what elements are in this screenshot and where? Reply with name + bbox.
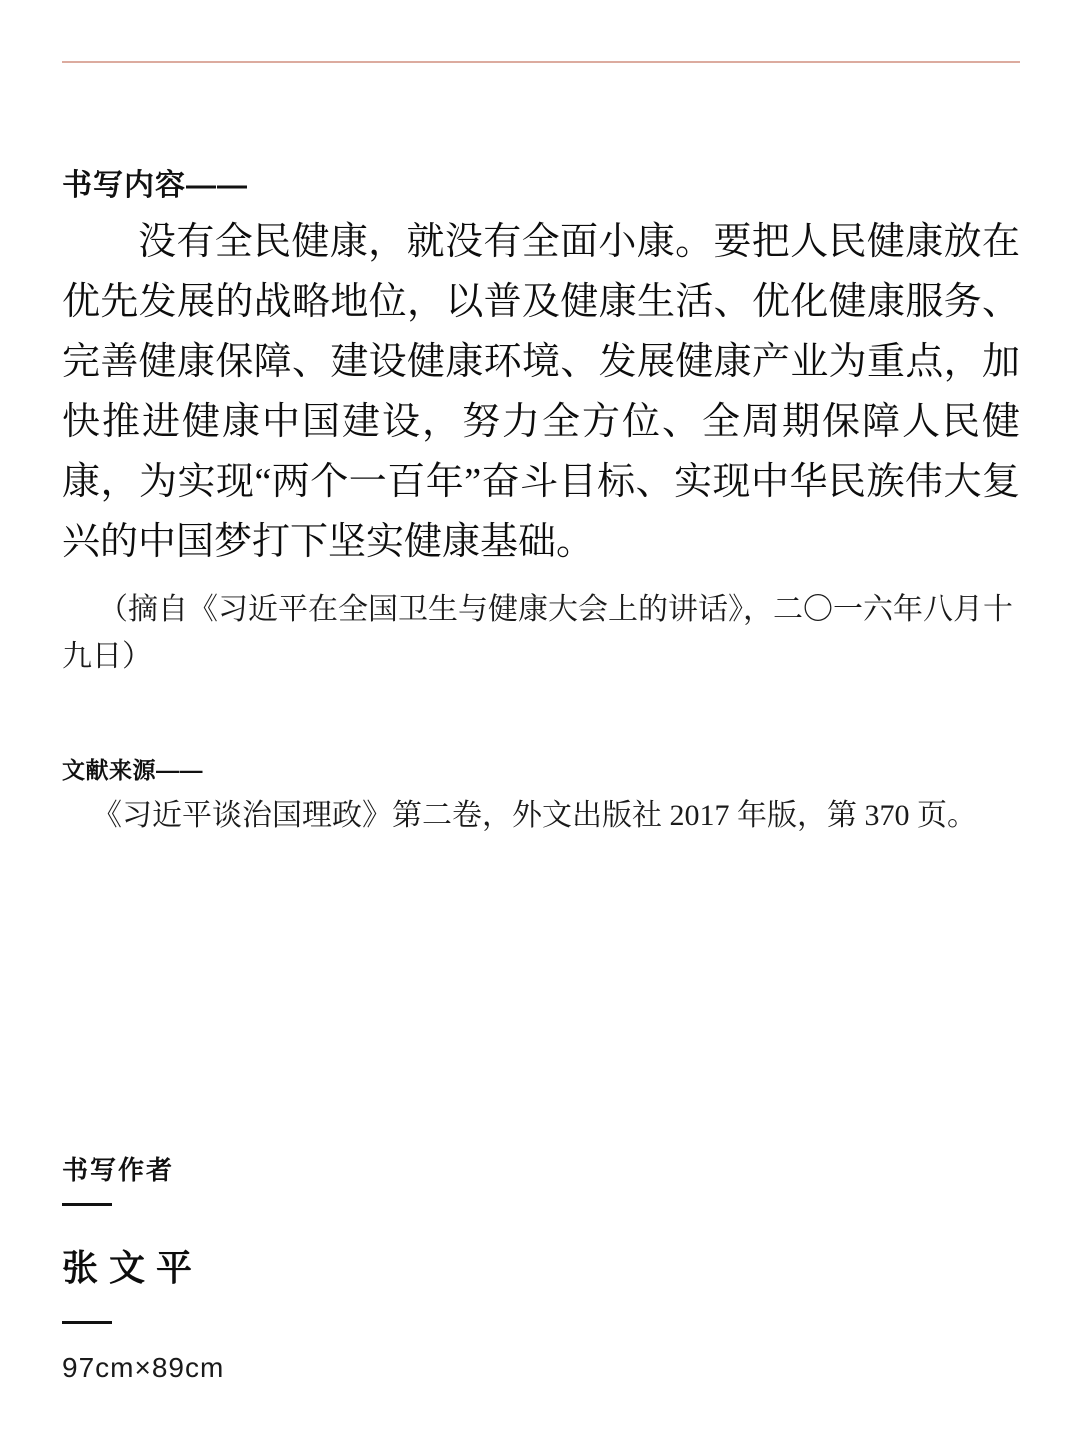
author-section-label: 书写作者 [62,1155,175,1185]
content-section-heading: 书写内容—— [62,169,248,202]
author-name: 张文平 [62,1248,204,1288]
content-citation: （摘自《习近平在全国卫生与健康大会上的讲话》，二〇一六年八月十九日） [62,593,1013,673]
source-reference-text: 《习近平谈治国理政》第二卷，外文出版社 2017 年版，第 370 页。 [92,799,977,832]
content-paragraph: 没有全民健康，就没有全面小康。要把人民健康放在优先发展的战略地位，以普及健康生活、优化健康服务、完善健康保障、建设健康环境、发展健康产业为重点，加快推进健康中国建设，努力全方位、全周期保障人民健康，为实现“两个一百年”奋斗目标、实现中华民族伟大复兴的中国梦打下坚实健康基础。 [62,221,1020,563]
top-accent-divider [62,61,1020,63]
artwork-dimensions: 97cm×89cm [62,1352,225,1383]
author-divider-bottom [62,1321,112,1324]
author-divider-top [62,1203,112,1206]
source-section-heading: 文献来源—— [62,757,203,783]
